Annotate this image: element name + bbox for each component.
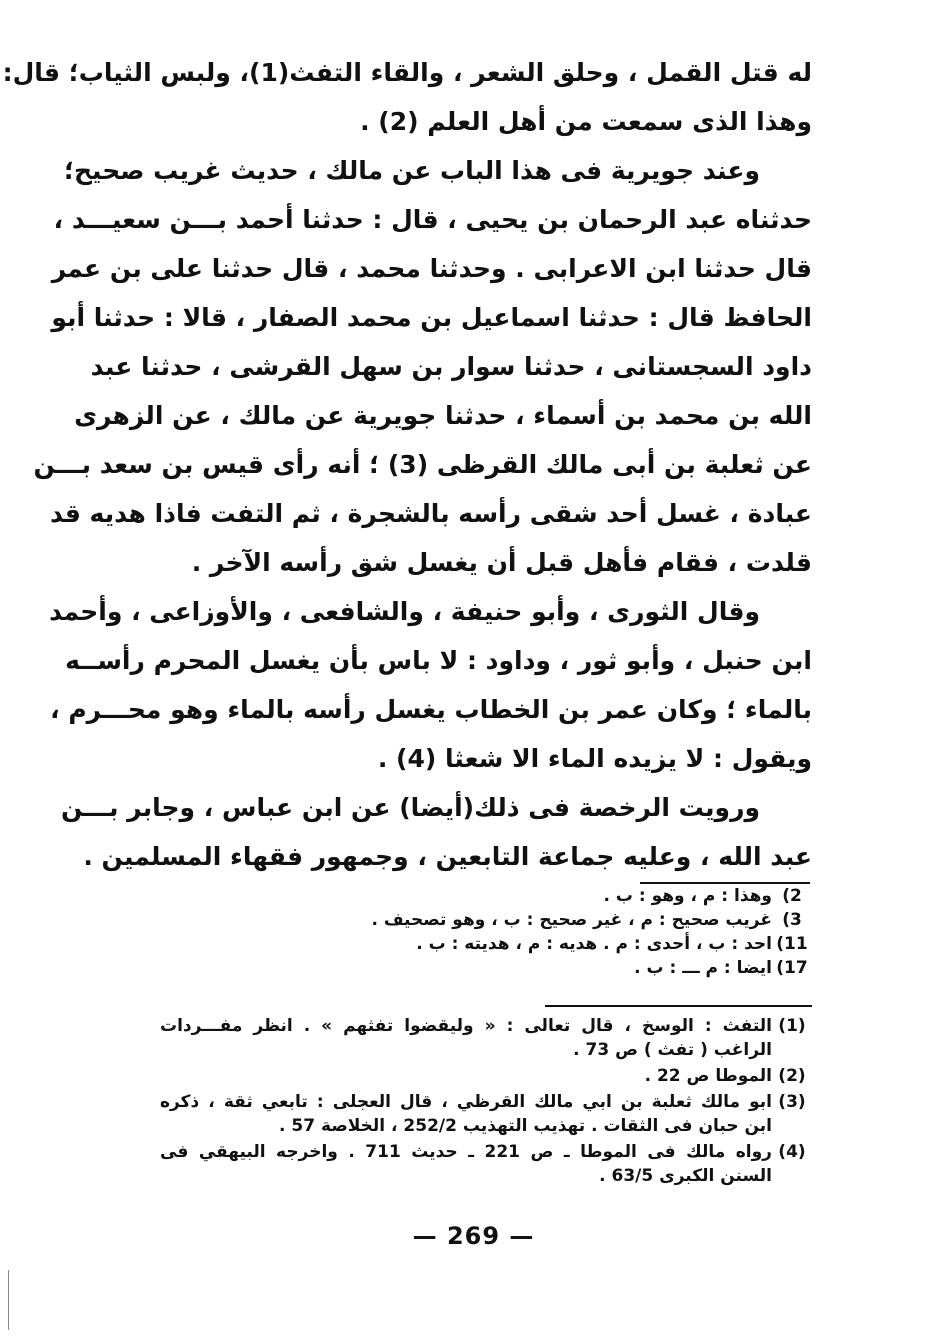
text-line: ورويت الرخصة فى ذلك(أيضا) عن ابن عباس ، وجابر بـــن <box>60 793 760 822</box>
footnote-number: (1) <box>778 1016 806 1036</box>
text-line: له قتل القمل ، وحلق الشعر ، والقاء التفث(1)، ولبس الثياب؛ قال: <box>2 58 812 87</box>
text-line: ويقول : لا يزيده الماء الا شعثا (4) . <box>377 744 812 773</box>
page-number: — 269 — <box>412 1222 535 1250</box>
text-line: عبد الله ، وعليه جماعة التابعين ، وجمهور فقهاء المسلمين . <box>83 842 812 871</box>
text-line: عن ثعلبة بن أبى مالك القرظى (3) ؛ أنه رأى قيس بن سعد بـــن <box>33 450 812 479</box>
variant-number: 11) <box>776 934 808 954</box>
text-line: الله بن محمد بن أسماء ، حدثنا جويرية عن مالك ، عن الزهرى <box>74 401 812 430</box>
footnote-body <box>160 1064 772 1088</box>
text-line: وهذا الذى سمعت من أهل العلم (2) . <box>360 107 812 136</box>
footnote-line: رواه مالك فى الموطا ـ ص 221 ـ حديث 711 . واخرجه البيهقي فى <box>160 1142 772 1162</box>
footnote-line: التفث : الوسخ ، قال تعالى : « وليقضوا تفثهم » . انظر مفـــردات <box>160 1016 772 1036</box>
manuscript-variants <box>300 884 812 980</box>
variant-text: غريب صحيح : م ، غير صحيح : ب ، وهو تصحيف . <box>371 910 772 930</box>
variant-entry <box>300 932 812 956</box>
footnote-number: (2) <box>778 1066 806 1086</box>
variant-text: وهذا : م ، وهو : ب . <box>603 886 772 906</box>
footnote <box>160 1064 812 1088</box>
text-line: قال حدثنا ابن الاعرابى . وحدثنا محمد ، قال حدثنا على بن عمر <box>51 254 812 283</box>
footnote-line: السنن الكبرى 63/5 . <box>599 1166 772 1186</box>
footnote-line: ابن حبان فى الثقات . تهذيب التهذيب 252/2 ، الخلاصة 57 . <box>279 1116 772 1136</box>
variant-number: 2) <box>782 886 802 906</box>
footnote-line: ابو مالك ثعلبة بن ابي مالك القرظي ، قال العجلى : تابعي ثقة ، ذكره <box>160 1092 772 1112</box>
footnote-number: (4) <box>778 1142 806 1162</box>
text-line: بالماء ؛ وكان عمر بن الخطاب يغسل رأسه بالماء وهو محـــرم ، <box>50 695 812 724</box>
footnotes <box>160 1014 812 1190</box>
variant-entry <box>300 956 812 980</box>
variant-entry <box>300 884 812 908</box>
variant-text: ايضا : م ـــ : ب . <box>634 958 772 978</box>
footnote-line: الراغب ( تفث ) ص 73 . <box>573 1040 772 1060</box>
footnote-line: الموطا ص 22 . <box>644 1066 772 1086</box>
text-line: وقال الثورى ، وأبو حنيفة ، والشافعى ، والأوزاعى ، وأحمد <box>49 597 760 626</box>
text-line: ابن حنبل ، وأبو ثور ، وداود : لا باس بأن يغسل المحرم رأســه <box>65 646 812 675</box>
variant-entry <box>300 908 812 932</box>
main-text-block <box>2 48 812 881</box>
text-line: داود السجستانى ، حدثنا سوار بن سهل القرشى ، حدثنا عبد <box>90 352 812 381</box>
scan-edge-mark <box>8 1270 9 1330</box>
footnote <box>160 1014 812 1062</box>
footnotes-divider <box>545 1005 812 1007</box>
variant-number: 3) <box>782 910 802 930</box>
variant-text: احد : ب ، أحدى : م . هديه : م ، هديته : ب . <box>416 934 772 954</box>
text-line: قلدت ، فقام فأهل قبل أن يغسل شق رأسه الآخر . <box>191 548 812 577</box>
footnote-body <box>160 1090 772 1138</box>
footnote-body <box>160 1140 772 1188</box>
footnote-number: (3) <box>778 1092 806 1112</box>
text-line: الحافظ قال : حدثنا اسماعيل بن محمد الصفار ، قالا : حدثنا أبو <box>51 303 812 332</box>
text-line: حدثناه عبد الرحمان بن يحيى ، قال : حدثنا أحمد بـــن سعيـــد ، <box>53 205 812 234</box>
footnote <box>160 1140 812 1188</box>
text-line: وعند جويرية فى هذا الباب عن مالك ، حديث غريب صحيح؛ <box>64 156 760 185</box>
footnote-body <box>160 1014 772 1062</box>
variant-number: 17) <box>776 958 808 978</box>
text-line: عبادة ، غسل أحد شقى رأسه بالشجرة ، ثم التفت فاذا هديه قد <box>50 499 812 528</box>
footnote <box>160 1090 812 1138</box>
